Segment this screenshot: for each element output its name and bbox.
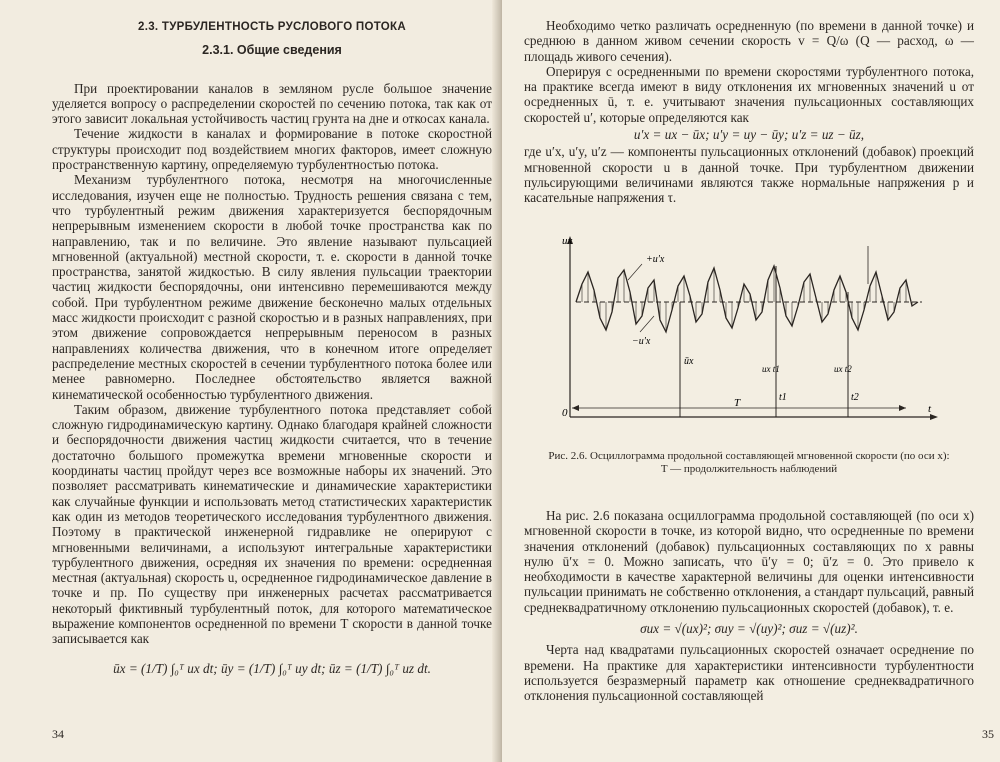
section-heading: 2.3. ТУРБУЛЕНТНОСТЬ РУСЛОВОГО ПОТОКА xyxy=(138,21,406,33)
page-number-right: 35 xyxy=(982,727,994,741)
t-axis-label: t xyxy=(928,403,932,415)
mean-velocity-formula: ūx = (1/T) ∫₀ᵀ ux dt; ūy = (1/T) ∫₀ᵀ uy dt; ūz = (1/T) ∫₀ᵀ uz dt. xyxy=(113,660,431,676)
oscillogram-figure xyxy=(562,232,942,432)
right-page xyxy=(502,0,1000,762)
left-page xyxy=(0,0,498,762)
paragraph: На рис. 2.6 показана осциллограмма продольной составляющей (по оси x) мгновенной скорости в точке, из которой видно, что осредненные по времени значения отклонений (добавок) пульсационных составляющих по x равны нулю ū′x = 0. Можно записать, что ū′y = 0; ū′z = 0. Это привело к необходимости в качестве характерной величины для оценки интенсивности пульсации принимать не собственно отклонения, а стандарт пульсаций, равный среднеквадратичному отклонению пульсационных скоростей (добавок), т. е. xyxy=(524,508,974,615)
paragraph: Механизм турбулентного потока, несмотря на многочисленные исследования, изучен еще не полностью. Трудность решения связана с тем, что турбулентный режим движения характеризуется беспорядочным непрерывным изменением скорости в любой точке пространства как по направлению, так и по величине. Это явление называют пульсацией мгновенной (актуальной) местной скорости, т. е. скорости в данной точке пространства, занятой жидкостью. В силу явления пульсации траектории частиц жидкости беспорядочны, они интенсивно перемешиваются между собой. При турбулентном режиме движение бесконечно малых отдельных масс жидкости происходит с разной скоростью и в разных направлениях, при этом движение сопровождается непрерывным переносом в разных направлениях количества движения, что в конечном итоге определяет распределение местных скоростей в сечении турбулентного потока более или менее равномерно. Последнее обстоятельство является важной кинематической особенностью турбулентного движения. xyxy=(52,172,492,402)
paragraph: Необходимо четко различать осредненную (по времени в данной точке) и среднюю в данном живом сечении скорость v = Q/ω (Q — расход, ω — площадь живого сечения). xyxy=(524,18,974,64)
minus-deviation-label: −u′x xyxy=(632,336,651,347)
figure-caption: Рис. 2.6. Осциллограмма продольной составляющей мгновенной скорости (по оси x): xyxy=(548,450,950,462)
right-page-text-bottom xyxy=(524,508,974,704)
paragraph: При проектировании каналов в земляном русле большое значение уделяется вопросу о распределении скоростей по сечению потока, так как от этого зависит локальная устойчивость частиц грунта на дне и откосах канала. xyxy=(52,80,492,127)
minus-leader xyxy=(640,316,654,332)
paragraph: Течение жидкости в каналах и формирование в потоке скоростной структуры происходит под воздействием многих факторов, имеет сложную пространственную картину, определяемую турбулентностью потока. xyxy=(52,126,492,173)
plus-deviation-label: +u′x xyxy=(646,254,665,265)
ux-t2-label: ux t2 xyxy=(834,364,852,374)
paragraph: Таким образом, движение турбулентного потока представляет собой сложную гидродинамическую картину. Однако благодаря крайней сложности и беспорядочности движения частиц жидкости считается, что в течение достаточно большого промежутка времени мгновенные скорости и координаты частиц пройдут через все возможные наборы их значений. Это позволяет рассматривать кинематические и динамические характеристики как случайные функции и использовать метод статистических характеристик как один из методов теоретического исследования турбулентного движения. Поэтому в практической инженерной гидравлике не оперируют с мгновенными величинами, а используют интегральные характеристики турбулентного движения, осредняя их значения по времени: осредненная местная (актуальная) скорость u, осредненное гидродинамическое давление в точке и пр. По существу при инженерных расчетах рассматривается некоторый фиктивный турбулентный поток, для которого математическое выражение компонентов осредненной по времени T скорости в данной точке записывается как xyxy=(52,401,492,647)
period-arrow-right xyxy=(899,405,906,411)
figure-caption-block xyxy=(524,450,974,476)
left-page-text xyxy=(52,20,492,676)
pulsation-formula: u′x = ux − ūx; u′y = uy − ūy; u′z = uz − ūz, xyxy=(633,127,865,143)
paragraph: Черта над квадратами пульсационных скоростей означает осреднение по времени. На практике для характеристики интенсивности турбулентности используется безразмерный параметр как отношение среднеквадратичного отклонения пульсационной составляющей xyxy=(524,642,974,704)
period-label: T xyxy=(734,397,741,409)
period-arrow-left xyxy=(572,405,579,411)
origin-label: 0 xyxy=(562,407,568,419)
sigma-formula: σux = √(ux)²; σuy = √(uy)²; σuz = √(uz)². xyxy=(640,621,858,637)
ux-t1-label: ux t1 xyxy=(762,364,780,374)
mean-label: ūx xyxy=(684,356,694,367)
figure-caption-sub: T — продолжительность наблюдений xyxy=(660,463,838,475)
paragraph: где u′x, u′y, u′z — компоненты пульсационных отклонений (добавок) проекций мгновенной скорости u в данной точке. При турбулентном движении пульсирующими величинами являются также нормальные напряжения p и касательные напряжения τ. xyxy=(524,144,974,206)
t2-label: t2 xyxy=(851,392,859,403)
x-axis-arrow xyxy=(930,414,938,420)
y-axis-label: ux xyxy=(562,235,573,247)
right-page-text-top xyxy=(524,18,974,206)
oscillogram-curve xyxy=(576,266,918,332)
plus-leader xyxy=(628,264,642,280)
subsection-heading: 2.3.1. Общие сведения xyxy=(202,43,342,58)
paragraph: Оперируя с осредненными по времени скоростями турбулентного потока, на практике всегда имеют в виду отклонения их мгновенных значений u от осредненных ū, т. е. учитывают значения пульсационных составляющих скоростей u′, которые определяются как xyxy=(524,63,974,125)
page-number-left: 34 xyxy=(52,727,64,741)
t1-label: t1 xyxy=(779,392,787,403)
